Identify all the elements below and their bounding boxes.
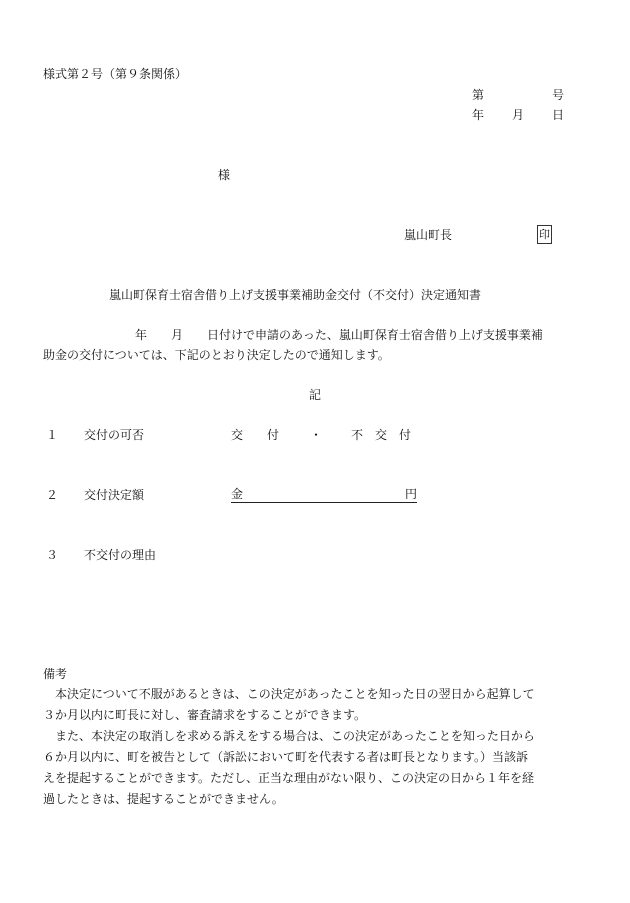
remarks-line: 過したときは、提起することができません。 bbox=[43, 792, 284, 806]
item-1-grant: 交 付 bbox=[231, 428, 280, 442]
item-1-number: １ bbox=[46, 428, 59, 442]
item-1-no-grant: 不 交 付 bbox=[351, 428, 412, 442]
amount-suffix: 円 bbox=[404, 487, 417, 501]
seal-mark: 印 bbox=[537, 225, 552, 244]
item-3-label: 不交付の理由 bbox=[84, 548, 157, 562]
date-month: 月 bbox=[512, 108, 525, 122]
remarks-heading: 備考 bbox=[43, 667, 68, 681]
body-line-1: 年 月 日付けで申請のあった、嵐山町保育士宿舎借り上げ支援事業補 bbox=[135, 328, 543, 342]
item-3-number: ３ bbox=[46, 548, 59, 562]
date-day: 日 bbox=[552, 108, 565, 122]
body-line-2: 助金の交付については、下記のとおり決定したので通知します。 bbox=[43, 348, 390, 362]
issuer-name: 嵐山町長 bbox=[404, 228, 453, 242]
doc-number-suffix: 号 bbox=[552, 88, 565, 102]
amount-prefix: 金 bbox=[231, 487, 244, 501]
addressee-suffix: 様 bbox=[218, 168, 231, 182]
remarks-line: 本決定について不服があるときは、この決定があったことを知った日の翌日から起算して bbox=[43, 687, 535, 701]
remarks-text bbox=[43, 684, 589, 810]
item-2-label: 交付決定額 bbox=[84, 488, 145, 502]
item-1-dot: ・ bbox=[310, 428, 323, 442]
item-2-number: ２ bbox=[46, 488, 59, 502]
remarks-line: えを提起することができます。ただし、正当な理由がない限り、この決定の日から１年を経 bbox=[43, 771, 535, 785]
remarks-line: ６か月以内に、町を被告として（訴訟において町を代表する者は町長となります。）当該訴 bbox=[43, 750, 529, 764]
doc-number-prefix: 第 bbox=[472, 88, 485, 102]
remarks-line: ３か月以内に町長に対し、審査請求をすることができます。 bbox=[43, 708, 367, 722]
item-1-label: 交付の可否 bbox=[84, 428, 145, 442]
form-number: 様式第２号（第９条関係） bbox=[43, 67, 188, 81]
date-year: 年 bbox=[472, 108, 485, 122]
document-title: 嵐山町保育士宿舎借り上げ支援事業補助金交付（不交付）決定通知書 bbox=[109, 288, 482, 302]
amount-line bbox=[231, 486, 417, 503]
remarks-line: また、本決定の取消しを求める訴えをする場合は、この決定があったことを知った日から bbox=[43, 729, 535, 743]
ki-heading: 記 bbox=[309, 388, 322, 402]
